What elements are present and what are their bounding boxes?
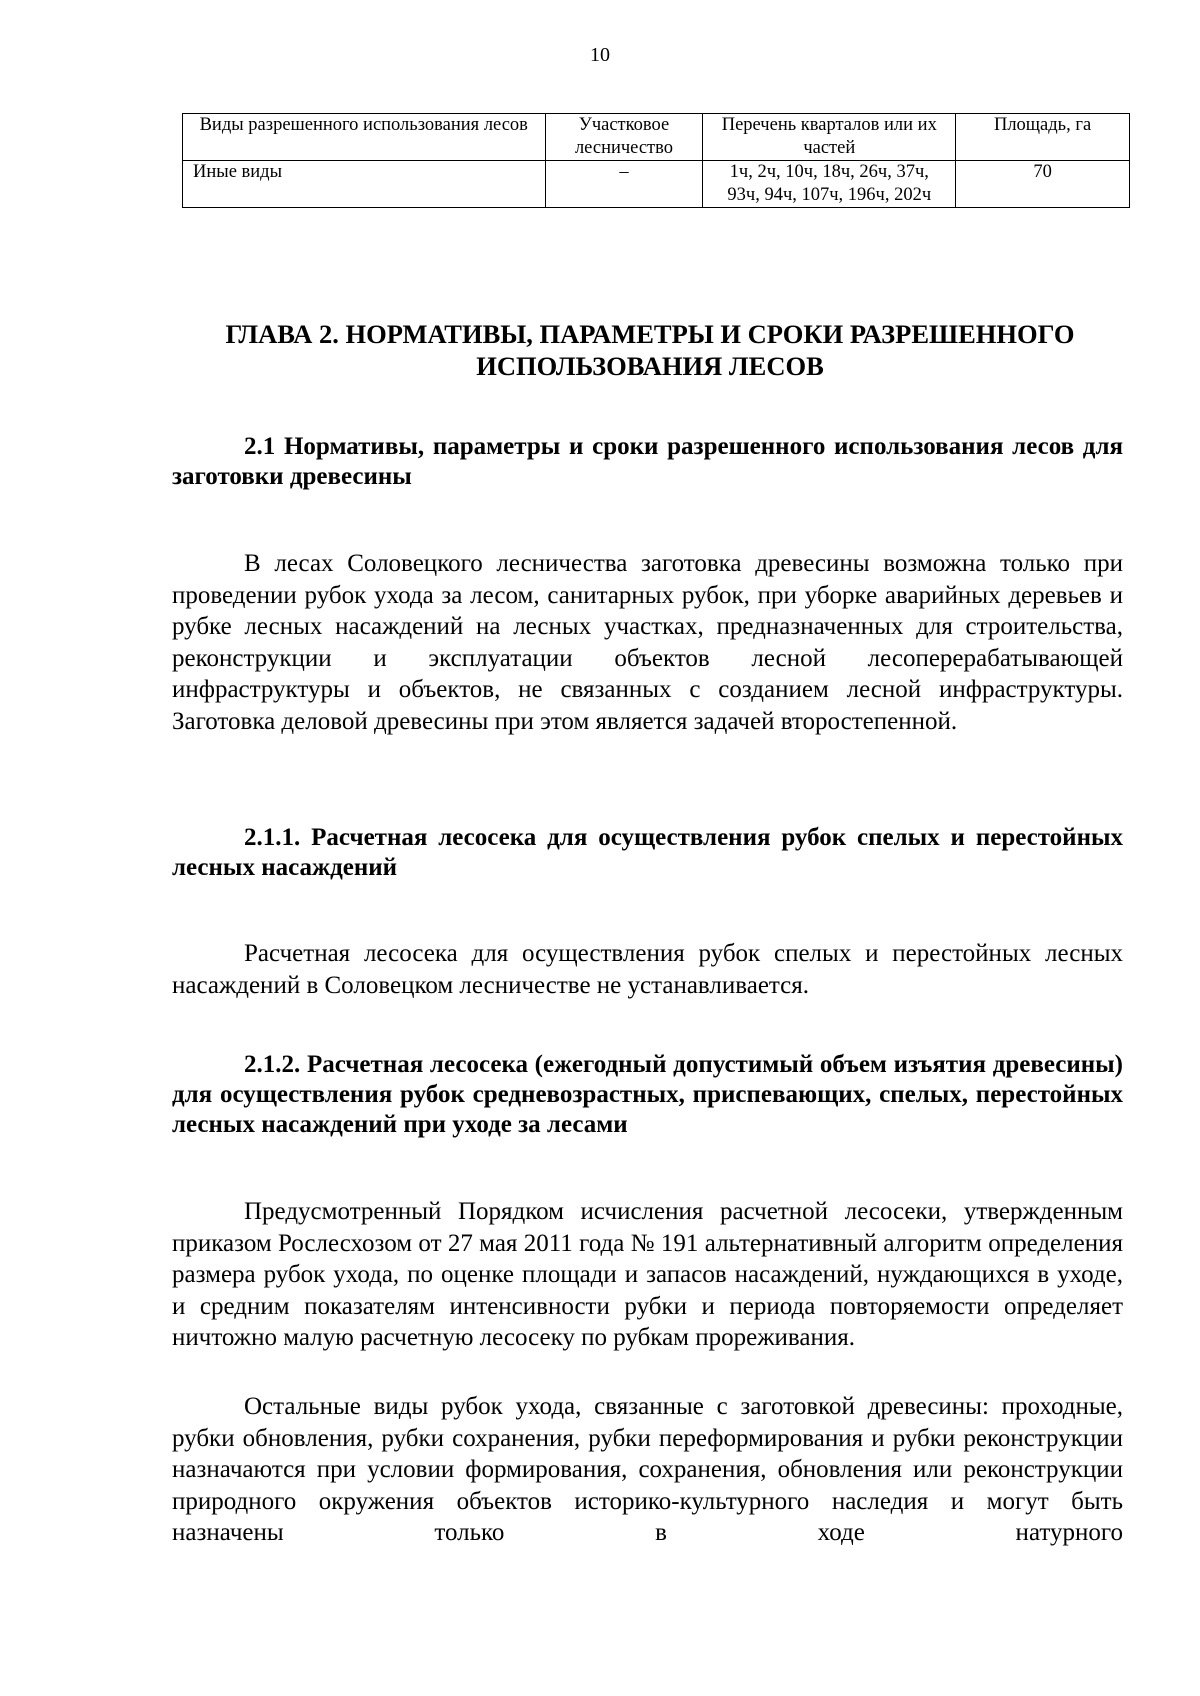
chapter-title: ГЛАВА 2. НОРМАТИВЫ, ПАРАМЕТРЫ И СРОКИ РАЗРЕШЕННОГО ИСПОЛЬЗОВАНИЯ ЛЕСОВ (225, 319, 1075, 381)
header-quarters: Перечень кварталов или их частей (703, 114, 956, 161)
section-heading-2-1-1: 2.1.1. Расчетная лесосека для осуществления рубок спелых и перестойных лесных насаждений (172, 824, 1123, 881)
header-area: Площадь, га (956, 114, 1130, 161)
paragraph: Расчетная лесосека для осуществления рубок спелых и перестойных лесных насаждений в Соловецком лесничестве не устанавливается. (172, 940, 1123, 999)
page-number: 10 (590, 44, 610, 66)
paragraph: В лесах Соловецкого лесничества заготовка древесины возможна только при проведении рубок ухода за лесом, санитарных рубок, при уборке аварийных деревьев и рубке лесных насаждений на лесных участках, предназначенных для строительства, реконструкции и эксплуатации объектов лесной лесоперерабатывающей инфраструктуры и объектов, не связанных с созданием лесной инфраструктуры. Заготовка деловой древесины при этом является задачей второстепенной. (172, 550, 1123, 735)
header-use-type: Виды разрешенного использования лесов (183, 114, 546, 161)
paragraph: Остальные виды рубок ухода, связанные с заготовкой древесины: проходные, рубки обновления, рубки сохранения, рубки переформирования и рубки реконструкции назначаются при условии формирования, сохранения, обновления или реконструкции природного окружения объектов историко-культурного наследия и могут быть назначены только в ходе натурного (172, 1393, 1123, 1546)
section-heading-2-1-2: 2.1.2. Расчетная лесосека (ежегодный допустимый объем изъятия древесины) для осуществления рубок средневозрастных, приспевающих, спелых, перестойных лесных насаждений при уходе за лесами (172, 1051, 1123, 1138)
header-forestry: Участковое лесничество (545, 114, 703, 161)
cell-use-type: Иные виды (183, 161, 546, 208)
section-heading-2-1: 2.1 Нормативы, параметры и сроки разрешенного использования лесов для заготовки древесины (172, 433, 1123, 490)
table-header-row (183, 114, 1130, 161)
cell-quarters: 1ч, 2ч, 10ч, 18ч, 26ч, 37ч, 93ч, 94ч, 107ч, 196ч, 202ч (703, 161, 956, 208)
cell-forestry: – (545, 161, 703, 208)
paragraph: Предусмотренный Порядком исчисления расчетной лесосеки, утвержденным приказом Рослесхозом от 27 мая 2011 года № 191 альтернативный алгоритм определения размера рубок ухода, по оценке площади и запасов насаждений, нуждающихся в уходе, и средним показателям интенсивности рубки и периода повторяемости определяет ничтожно малую расчетную лесосеку по рубкам прореживания. (172, 1198, 1123, 1351)
cell-area: 70 (956, 161, 1130, 208)
forest-use-table (182, 113, 1130, 208)
table-row (183, 161, 1130, 208)
